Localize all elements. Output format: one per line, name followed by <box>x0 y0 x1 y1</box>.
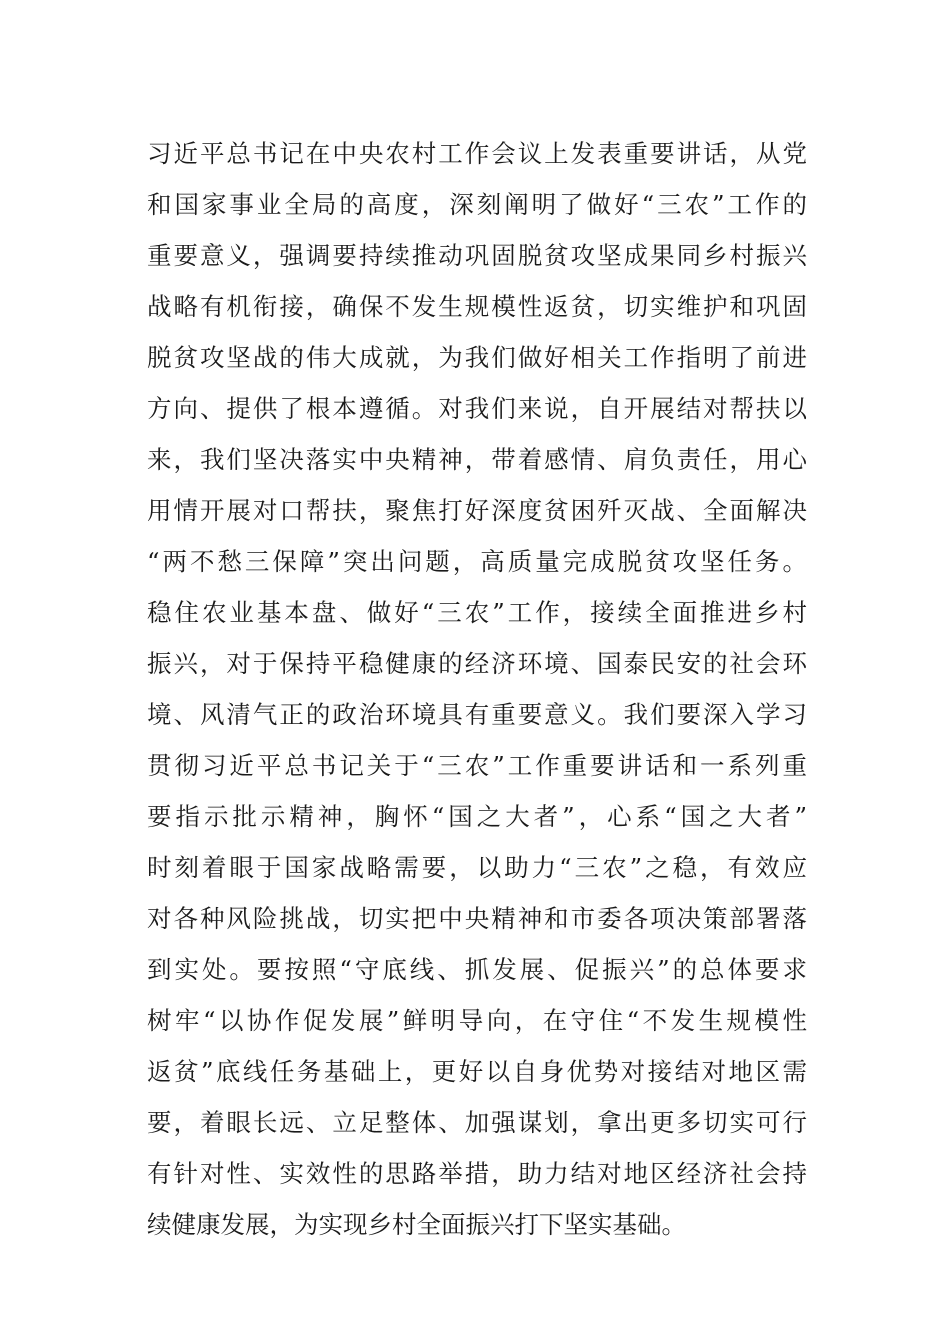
body-paragraph <box>147 128 807 1250</box>
text-line: 稳住农业基本盘、做好“三农”工作，接续全面推进乡村 <box>147 598 807 627</box>
text-line: 贯彻习近平总书记关于“三农”工作重要讲话和一系列重 <box>147 751 807 780</box>
text-line: 树牢“以协作促发展”鲜明导向，在守住“不发生规模性 <box>147 1006 807 1035</box>
text-line: 续健康发展，为实现乡村全面振兴打下坚实基础。 <box>147 1210 686 1239</box>
text-line: 到实处。要按照“守底线、抓发展、促振兴”的总体要求 <box>147 955 807 984</box>
text-line: 振兴，对于保持平稳健康的经济环境、国泰民安的社会环 <box>147 649 807 678</box>
text-line: 要指示批示精神，胸怀“国之大者”，心系“国之大者” <box>147 802 807 831</box>
text-line: 习近平总书记在中央农村工作会议上发表重要讲话，从党 <box>147 139 807 168</box>
text-line: 用情开展对口帮扶，聚焦打好深度贫困歼灭战、全面解决 <box>147 496 807 525</box>
text-line: 来，我们坚决落实中央精神，带着感情、肩负责任，用心 <box>147 445 807 474</box>
text-line: 脱贫攻坚战的伟大成就，为我们做好相关工作指明了前进 <box>147 343 807 372</box>
text-line: 境、风清气正的政治环境具有重要意义。我们要深入学习 <box>147 700 807 729</box>
text-line: 对各种风险挑战，切实把中央精神和市委各项决策部署落 <box>147 904 807 933</box>
text-line: 和国家事业全局的高度，深刻阐明了做好“三农”工作的 <box>147 190 807 219</box>
text-line: 方向、提供了根本遵循。对我们来说，自开展结对帮扶以 <box>147 394 807 423</box>
text-line: 重要意义，强调要持续推动巩固脱贫攻坚成果同乡村振兴 <box>147 241 807 270</box>
text-line: 战略有机衔接，确保不发生规模性返贫，切实维护和巩固 <box>147 292 807 321</box>
text-line: “两不愁三保障”突出问题，高质量完成脱贫攻坚任务。 <box>147 547 807 576</box>
text-line: 返贫”底线任务基础上，更好以自身优势对接结对地区需 <box>147 1057 807 1086</box>
text-line: 要，着眼长远、立足整体、加强谋划，拿出更多切实可行 <box>147 1108 807 1137</box>
text-line: 时刻着眼于国家战略需要，以助力“三农”之稳，有效应 <box>147 853 807 882</box>
text-line: 有针对性、实效性的思路举措，助力结对地区经济社会持 <box>147 1159 807 1188</box>
